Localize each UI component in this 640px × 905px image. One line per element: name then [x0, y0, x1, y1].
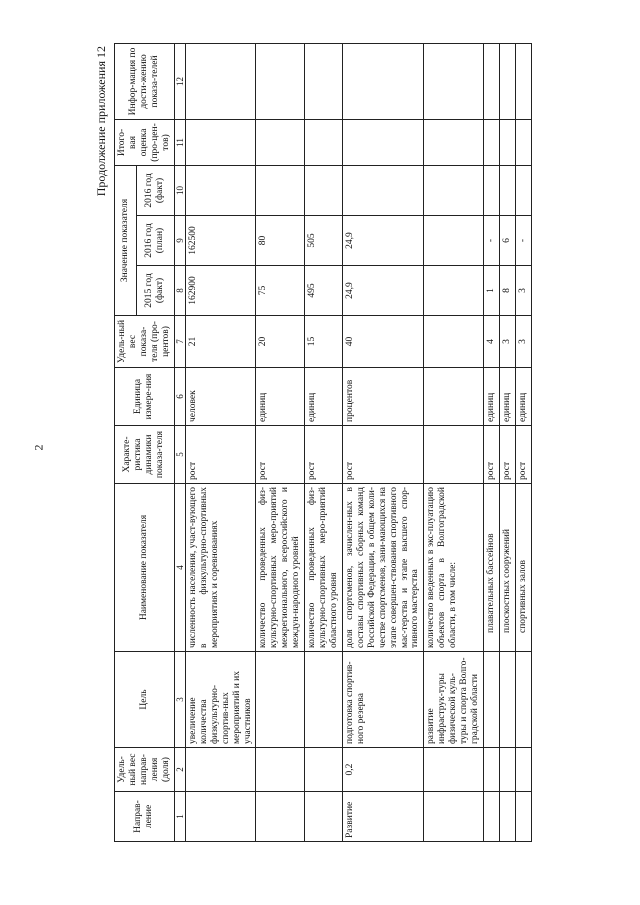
header-direction-weight: Удель-ный вес направ-ления (доля) — [115, 748, 175, 792]
column-number: 2 — [174, 748, 185, 792]
cell-direction — [256, 792, 305, 842]
cell-score — [342, 119, 423, 165]
cell-plan-2016: 80 — [256, 216, 305, 266]
cell-weight: 0,2 — [342, 748, 423, 792]
column-number: 12 — [174, 43, 185, 119]
cell-fact-2015: 495 — [305, 266, 343, 316]
cell-indicator: численность населения, участ-вующего в физкультурно-спортивных мероприятиях и соревнованиях — [185, 484, 256, 652]
cell-direction — [484, 792, 500, 842]
cell-dynamics: рост — [256, 426, 305, 484]
cell-direction: Развитие — [342, 792, 423, 842]
cell-dynamics: рост — [185, 426, 256, 484]
cell-goal — [484, 652, 500, 748]
table-row — [424, 43, 484, 841]
cell-weight — [185, 748, 256, 792]
cell-goal — [515, 652, 531, 748]
cell-plan-2016: 24,9 — [342, 216, 423, 266]
cell-share: 20 — [256, 316, 305, 368]
cell-direction — [424, 792, 484, 842]
column-number: 11 — [174, 119, 185, 165]
header-2015-fact: 2015 год (факт) — [137, 266, 174, 316]
cell-goal: подготовка спортив-ного резерва — [342, 652, 423, 748]
cell-fact-2015: 8 — [499, 266, 515, 316]
cell-plan-2016 — [424, 216, 484, 266]
column-numbers-row — [174, 43, 185, 841]
cell-goal — [305, 652, 343, 748]
cell-info — [424, 43, 484, 119]
cell-info — [484, 43, 500, 119]
cell-share: 40 — [342, 316, 423, 368]
cell-direction — [499, 792, 515, 842]
cell-fact-2015: 3 — [515, 266, 531, 316]
cell-weight — [305, 748, 343, 792]
cell-weight — [499, 748, 515, 792]
header-unit: Единица измере-ния — [115, 368, 175, 426]
cell-fact-2016 — [424, 165, 484, 215]
cell-dynamics: рост — [342, 426, 423, 484]
header-indicator-weight: Удель-ный вес показа-теля (про-центов) — [115, 316, 175, 368]
cell-unit: процентов — [342, 368, 423, 426]
table-row — [342, 43, 423, 841]
cell-indicator: количество проведенных физ-культурно-спортивных меро-приятий межрегионального, всероссийского и междун-народного уровней — [256, 484, 305, 652]
cell-fact-2016 — [484, 165, 500, 215]
column-number: 6 — [174, 368, 185, 426]
cell-indicator: плавательных бассейнов — [484, 484, 500, 652]
table-row — [256, 43, 305, 841]
cell-unit: единиц — [305, 368, 343, 426]
cell-fact-2015 — [424, 266, 484, 316]
cell-fact-2015: 24,9 — [342, 266, 423, 316]
cell-fact-2016 — [305, 165, 343, 215]
page-number: 2 — [31, 444, 46, 451]
cell-unit: единиц — [484, 368, 500, 426]
header-dynamics: Характе-ристика динамики показа-теля — [115, 426, 175, 484]
header-indicator-values: Значение показателя — [115, 165, 137, 315]
cell-info — [305, 43, 343, 119]
cell-dynamics: рост — [305, 426, 343, 484]
cell-dynamics: рост — [515, 426, 531, 484]
table-row — [515, 43, 531, 841]
cell-weight — [256, 748, 305, 792]
table-row — [484, 43, 500, 841]
cell-info — [185, 43, 256, 119]
cell-score — [256, 119, 305, 165]
header-2016-fact: 2016 год (факт) — [137, 165, 174, 215]
column-number: 10 — [174, 165, 185, 215]
cell-fact-2016 — [185, 165, 256, 215]
header-direction: Направ-ление — [115, 792, 175, 842]
column-number: 7 — [174, 316, 185, 368]
cell-fact-2016 — [256, 165, 305, 215]
cell-fact-2016 — [342, 165, 423, 215]
cell-indicator: плоскостных сооружений — [499, 484, 515, 652]
cell-weight — [484, 748, 500, 792]
cell-score — [305, 119, 343, 165]
cell-indicator: количество проведенных физ-культурно-спортивных меро-приятий областного уровня — [305, 484, 343, 652]
cell-score — [499, 119, 515, 165]
cell-dynamics — [424, 426, 484, 484]
table-row — [185, 43, 256, 841]
header-achievement-info: Инфор-мация по дости-жению показа-телей — [115, 43, 175, 119]
cell-plan-2016: - — [484, 216, 500, 266]
cell-weight — [424, 748, 484, 792]
column-number: 3 — [174, 652, 185, 748]
cell-direction — [515, 792, 531, 842]
cell-goal: увеличение количества физкультурно-спортив-ных мероприятий и их участников — [185, 652, 256, 748]
cell-direction — [305, 792, 343, 842]
cell-share: 3 — [499, 316, 515, 368]
cell-plan-2016: - — [515, 216, 531, 266]
cell-weight — [515, 748, 531, 792]
cell-score — [185, 119, 256, 165]
cell-info — [515, 43, 531, 119]
cell-info — [256, 43, 305, 119]
header-row-1 — [115, 43, 137, 841]
cell-goal — [499, 652, 515, 748]
cell-share: 21 — [185, 316, 256, 368]
cell-info — [342, 43, 423, 119]
column-number: 8 — [174, 266, 185, 316]
header-goal: Цель — [115, 652, 175, 748]
table-row — [305, 43, 343, 841]
column-number: 5 — [174, 426, 185, 484]
cell-unit: единиц — [256, 368, 305, 426]
cell-unit: человек — [185, 368, 256, 426]
cell-fact-2016 — [515, 165, 531, 215]
cell-unit: единиц — [515, 368, 531, 426]
cell-direction — [185, 792, 256, 842]
cell-goal — [256, 652, 305, 748]
cell-indicator: доля спортсменов, зачислен-ных в составы спортивных сборных команд Российской Федерации, в общем коли-честве спортсменов, зани-мающихся на этапе совершен-ствования спортивного мас-терства и этапе высшего спор-тивного мастерства — [342, 484, 423, 652]
cell-share: 4 — [484, 316, 500, 368]
cell-score — [515, 119, 531, 165]
cell-plan-2016: 162500 — [185, 216, 256, 266]
cell-unit: единиц — [499, 368, 515, 426]
cell-goal: развитие инфраструк-туры физической куль-туры и спорта Волго-градской области — [424, 652, 484, 748]
cell-share: 15 — [305, 316, 343, 368]
cell-dynamics: рост — [499, 426, 515, 484]
cell-fact-2015: 1 — [484, 266, 500, 316]
continuation-note: Продолжение приложения 12 — [94, 46, 108, 197]
column-number: 1 — [174, 792, 185, 842]
cell-fact-2015: 75 — [256, 266, 305, 316]
indicators-table — [114, 43, 532, 842]
column-number: 9 — [174, 216, 185, 266]
cell-fact-2015: 162900 — [185, 266, 256, 316]
header-final-score: Итого-вая оценка (про-цен-тов) — [115, 119, 175, 165]
cell-share: 3 — [515, 316, 531, 368]
cell-info — [499, 43, 515, 119]
cell-score — [424, 119, 484, 165]
cell-unit — [424, 368, 484, 426]
cell-indicator: количество введенных в экс-плуатацию объектов спорта в Волгоградской области, в том числе: — [424, 484, 484, 652]
cell-fact-2016 — [499, 165, 515, 215]
column-number: 4 — [174, 484, 185, 652]
cell-dynamics: рост — [484, 426, 500, 484]
cell-plan-2016: 505 — [305, 216, 343, 266]
header-2016-plan: 2016 год (план) — [137, 216, 174, 266]
cell-share — [424, 316, 484, 368]
header-indicator-name: Наименование показателя — [115, 484, 175, 652]
cell-score — [484, 119, 500, 165]
table-row — [499, 43, 515, 841]
cell-indicator: спортивных залов — [515, 484, 531, 652]
cell-plan-2016: 6 — [499, 216, 515, 266]
rotated-page-content — [88, 44, 588, 842]
